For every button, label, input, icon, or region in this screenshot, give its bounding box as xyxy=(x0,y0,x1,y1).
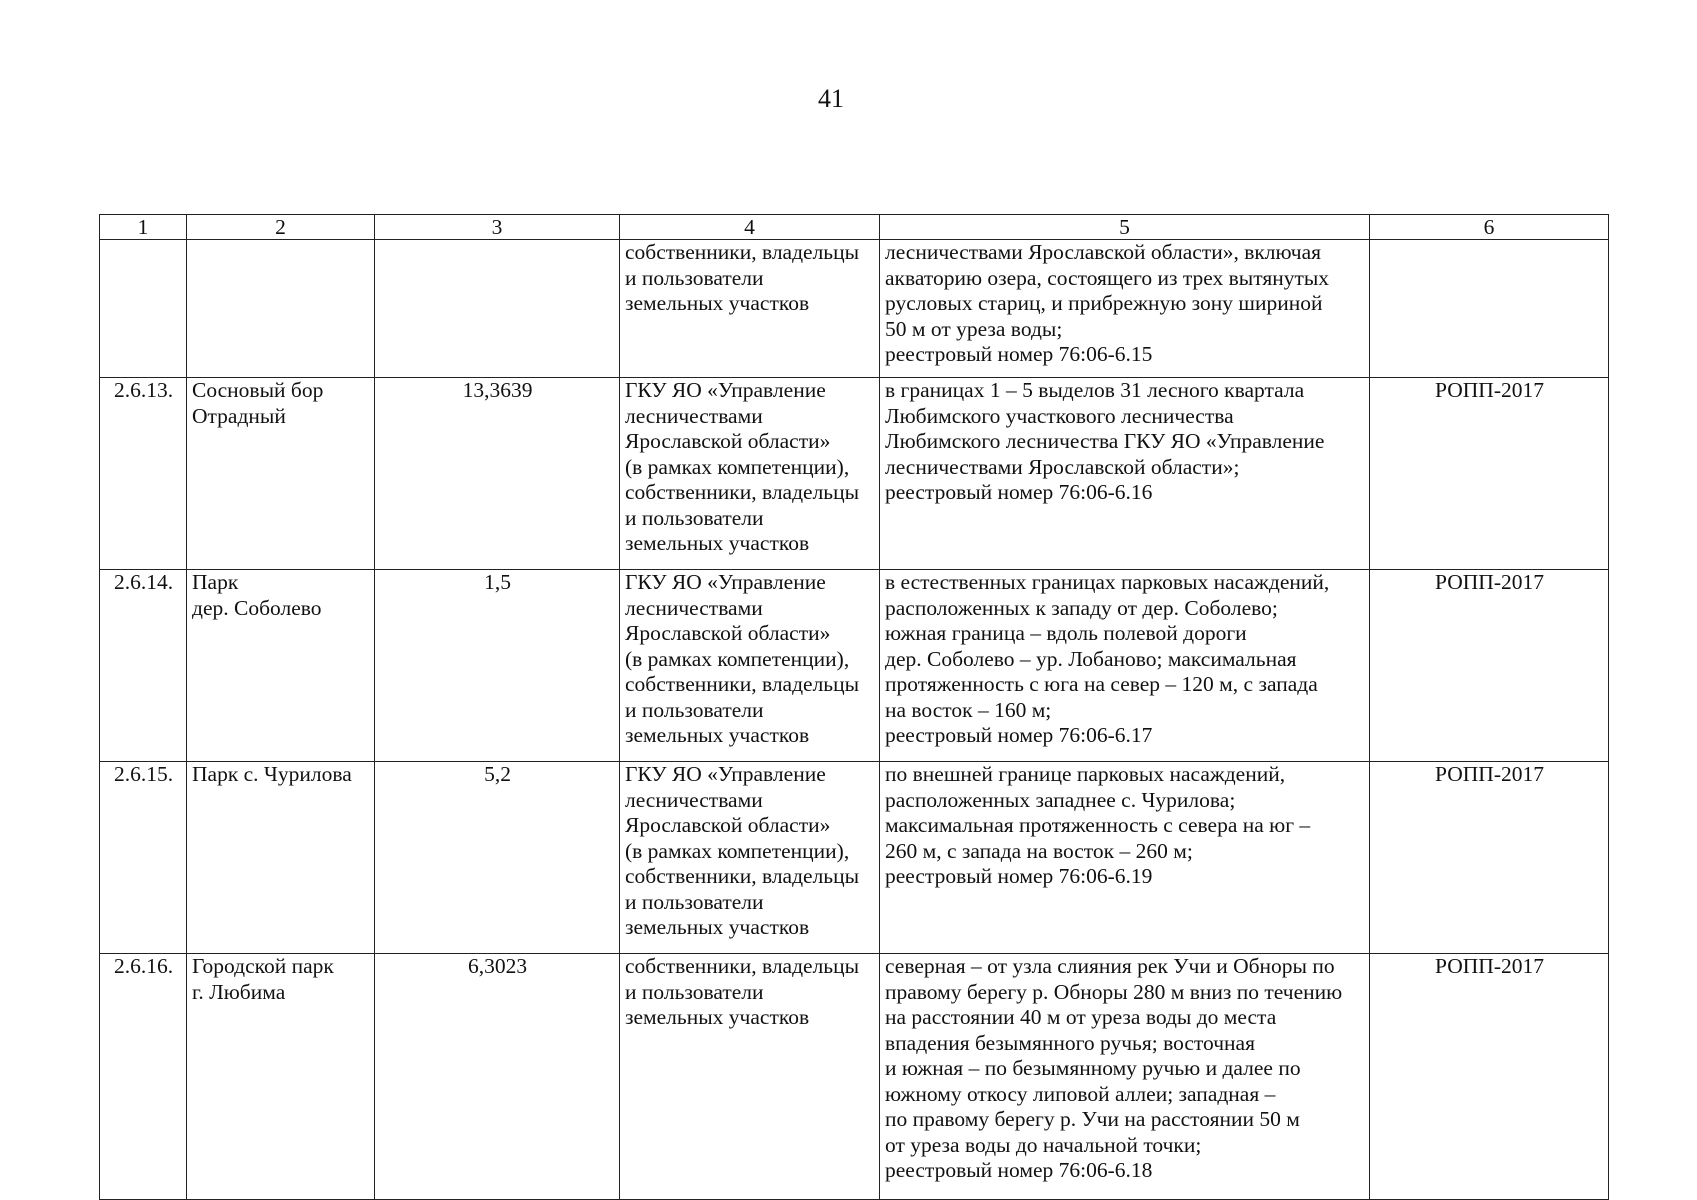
area-cell: 6,3023 xyxy=(375,954,620,1200)
description-line: северная – от узла слияния рек Учи и Обноры по xyxy=(885,954,1335,978)
description-line: максимальная протяженность с севера на юг – xyxy=(885,813,1311,837)
basis-cell xyxy=(1370,240,1609,378)
authority-line: земельных участков xyxy=(625,291,810,315)
table-row xyxy=(100,240,1609,378)
description-line: расположенных западнее с. Чурилова; xyxy=(885,787,1236,812)
description-line: Любимского участкового лесничества xyxy=(885,403,1234,428)
area-cell xyxy=(375,240,620,378)
area-cell: 1,5 xyxy=(375,570,620,762)
row-number-cell xyxy=(100,240,187,378)
authority-cell xyxy=(620,954,880,1200)
object-name-line: Парк xyxy=(192,570,239,594)
authority-line: и пользователи xyxy=(625,697,764,722)
basis-cell: РОПП-2017 xyxy=(1370,762,1609,954)
description-line: на восток – 160 м; xyxy=(885,697,1052,722)
basis-cell: РОПП-2017 xyxy=(1370,378,1609,570)
description-line: южная граница – вдоль полевой дороги xyxy=(885,621,1247,645)
description-line: русловых стариц, и прибрежную зону шириной xyxy=(885,291,1323,315)
column-header-6: 6 xyxy=(1370,215,1609,240)
table-row xyxy=(100,762,1609,954)
object-name-line: г. Любима xyxy=(192,979,286,1004)
authority-line: ГКУ ЯО «Управление xyxy=(625,762,826,786)
description-cell xyxy=(880,762,1370,954)
description-line: южному откосу липовой аллеи; западная – xyxy=(885,1081,1276,1106)
description-line: расположенных к западу от дер. Соболево; xyxy=(885,595,1278,620)
authority-line: (в рамках компетенции), xyxy=(625,838,850,863)
basis-cell: РОПП-2017 xyxy=(1370,570,1609,762)
authority-cell xyxy=(620,570,880,762)
column-header-1: 1 xyxy=(100,215,187,240)
description-line: в естественных границах парковых насаждений, xyxy=(885,570,1330,594)
authority-line: (в рамках компетенции), xyxy=(625,454,850,479)
description-cell xyxy=(880,954,1370,1200)
description-line: реестровый номер 76:06-6.15 xyxy=(885,342,1153,366)
object-name-cell xyxy=(187,954,375,1200)
authority-cell xyxy=(620,378,880,570)
authority-line: собственники, владельцы xyxy=(625,240,860,264)
authority-cell xyxy=(620,762,880,954)
table-row xyxy=(100,570,1609,762)
object-name-cell xyxy=(187,570,375,762)
authority-line: Ярославской области» xyxy=(625,621,831,645)
authority-cell xyxy=(620,240,880,378)
description-line: на расстоянии 40 м от уреза воды до места xyxy=(885,1005,1277,1029)
description-line: правому берегу р. Обноры 280 м вниз по течению xyxy=(885,979,1343,1004)
authority-line: и пользователи xyxy=(625,979,764,1004)
authority-line: собственники, владельцы xyxy=(625,864,860,888)
description-line: реестровый номер 76:06-6.17 xyxy=(885,723,1153,747)
authority-line: собственники, владельцы xyxy=(625,480,860,504)
protected-areas-table xyxy=(99,214,1609,1200)
page-number: 41 xyxy=(818,84,844,113)
row-number-cell: 2.6.15. xyxy=(100,762,187,954)
table-row xyxy=(100,378,1609,570)
authority-line: собственники, владельцы xyxy=(625,954,860,978)
object-name-line: Городской парк xyxy=(192,954,334,978)
description-line: 50 м от уреза воды; xyxy=(885,316,1063,341)
object-name-cell xyxy=(187,762,375,954)
description-line: лесничествами Ярославской области», включая xyxy=(885,240,1322,264)
object-name-cell xyxy=(187,240,375,378)
description-line: в границах 1 – 5 выделов 31 лесного квартала xyxy=(885,378,1305,402)
basis-cell: РОПП-2017 xyxy=(1370,954,1609,1200)
authority-line: ГКУ ЯО «Управление xyxy=(625,570,826,594)
description-line: по внешней границе парковых насаждений, xyxy=(885,762,1286,786)
description-line: Любимского лесничества ГКУ ЯО «Управление xyxy=(885,429,1325,453)
description-line: впадения безымянного ручья; восточная xyxy=(885,1030,1255,1055)
description-line: реестровый номер 76:06-6.19 xyxy=(885,864,1153,888)
authority-line: лесничествами xyxy=(625,595,763,620)
authority-line: земельных участков xyxy=(625,531,810,555)
authority-line: земельных участков xyxy=(625,723,810,747)
description-line: и южная – по безымянному ручью и далее по xyxy=(885,1056,1301,1080)
description-line: от уреза воды до начальной точки; xyxy=(885,1132,1202,1157)
column-header-2: 2 xyxy=(187,215,375,240)
object-name-line: Сосновый бор xyxy=(192,378,324,402)
description-cell xyxy=(880,570,1370,762)
description-cell xyxy=(880,240,1370,378)
row-number-cell: 2.6.14. xyxy=(100,570,187,762)
table-body xyxy=(100,240,1609,1200)
table-row xyxy=(100,954,1609,1200)
description-line: 260 м, с запада на восток – 260 м; xyxy=(885,838,1193,863)
description-line: протяженность с юга на север – 120 м, с запада xyxy=(885,672,1318,696)
authority-line: Ярославской области» xyxy=(625,813,831,837)
authority-line: и пользователи xyxy=(625,889,764,914)
description-cell xyxy=(880,378,1370,570)
area-cell: 5,2 xyxy=(375,762,620,954)
authority-line: и пользователи xyxy=(625,505,764,530)
authority-line: Ярославской области» xyxy=(625,429,831,453)
column-number-row xyxy=(100,215,1609,240)
authority-line: собственники, владельцы xyxy=(625,672,860,696)
description-line: реестровый номер 76:06-6.16 xyxy=(885,480,1153,504)
authority-line: лесничествами xyxy=(625,787,763,812)
description-line: по правому берегу р. Учи на расстоянии 50 м xyxy=(885,1107,1300,1131)
object-name-line: Отрадный xyxy=(192,403,286,428)
authority-line: земельных участков xyxy=(625,915,810,939)
area-cell: 13,3639 xyxy=(375,378,620,570)
column-header-5: 5 xyxy=(880,215,1370,240)
object-name-line: Парк с. Чурилова xyxy=(192,762,352,786)
authority-line: и пользователи xyxy=(625,265,764,290)
column-header-3: 3 xyxy=(375,215,620,240)
authority-line: лесничествами xyxy=(625,403,763,428)
row-number-cell: 2.6.13. xyxy=(100,378,187,570)
object-name-cell xyxy=(187,378,375,570)
authority-line: ГКУ ЯО «Управление xyxy=(625,378,826,402)
description-line: лесничествами Ярославской области»; xyxy=(885,454,1240,479)
description-line: реестровый номер 76:06-6.18 xyxy=(885,1158,1153,1182)
object-name-line: дер. Соболево xyxy=(192,595,322,620)
description-line: акваторию озера, состоящего из трех вытянутых xyxy=(885,265,1330,290)
authority-line: земельных участков xyxy=(625,1005,810,1029)
column-header-4: 4 xyxy=(620,215,880,240)
authority-line: (в рамках компетенции), xyxy=(625,646,850,671)
description-line: дер. Соболево – ур. Лобаново; максимальная xyxy=(885,646,1297,671)
row-number-cell: 2.6.16. xyxy=(100,954,187,1200)
